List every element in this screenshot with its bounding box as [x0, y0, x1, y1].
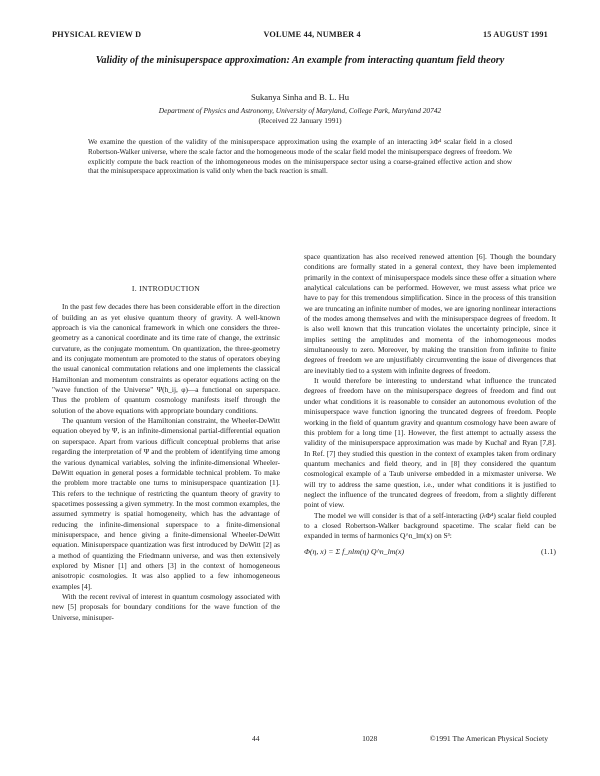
volume-page: 44: [252, 734, 260, 743]
paragraph: The quantum version of the Hamiltonian constraint, the Wheeler-DeWitt equation obeyed by Ψ, is an infinite-dimensional partial-differential equation on superspace. Apart from various difficult conceptual problems that arise regarding the interpretation of Ψ and the problem of identifying time among the various dynamical variables, solving the infinite-dimensional Wheeler-DeWitt equation in general poses a formidable technical problem. To make the problem more tractable one turns to minisuperspace quantization [1]. This refers to the technique of restricting the quantum theory of gravity to spacetimes possessing a given symmetry. In the most common examples, the assumed symmetry is spatial homogeneity, which has the advantage of reducing the infinite-dimensional superspace to a finite-dimensional minisuperspace, and hence giving a finite-dimensional Wheeler-DeWitt equation. Minisuperspace quantization was first introduced by DeWitt [2] as a method of quantizing the Friedmann universe, and was then extensively explored by Misner [1] and others [3] in the context of homogeneous anisotropic cosmologies. It was also applied to a few inhomogeneous examples [4].: [52, 416, 280, 591]
volume-number: VOLUME 44, NUMBER 4: [263, 30, 361, 39]
journal-name: PHYSICAL REVIEW D: [52, 30, 142, 39]
authors: Sukanya Sinha and B. L. Hu: [250, 92, 350, 102]
running-header: [52, 30, 548, 39]
issue-date: 15 AUGUST 1991: [483, 30, 548, 39]
page-footer: [52, 734, 548, 743]
left-column: [52, 252, 280, 623]
page-number: 1028: [362, 734, 378, 743]
abstract: We examine the question of the validity of the minisuperspace approximation using the example of an interacting λΦ⁴ scalar field in a closed Robertson-Walker universe, where the scale factor and the homogeneous mode of the scalar field model the minisuperspace degrees of freedom. We explicitly compute the back reaction of the inhomogeneous modes on the minisuperspace sector using a coarse-grained effective action and show that the minisuperspace approximation is valid only when the back reaction is small.: [88, 138, 512, 176]
equation-number: (1.1): [541, 546, 556, 556]
affiliation: Department of Physics and Astronomy, University of Maryland, College Park, Maryland 20742: [158, 106, 442, 115]
paper-title: Validity of the minisuperspace approximation: An example from interacting quantum field theory: [95, 55, 505, 66]
right-column: [304, 252, 556, 557]
received-date: (Received 22 January 1991): [258, 116, 342, 125]
copyright: ©1991 The American Physical Society: [429, 734, 548, 743]
equation-body: Φ(η, x) = Σ f_nlm(η) Q^n_lm(x): [304, 546, 405, 556]
paragraph: With the recent revival of interest in quantum cosmology associated with new [5] proposals for boundary conditions for the wave function of the Universe, minisuper-: [52, 591, 280, 622]
paragraph: space quantization has also received renewed attention [6]. Though the boundary conditions are formally stated in a general context, they have been implemented primarily in the context of minisuperspace models since these offer a situation where analytical calculations can be performed. However, we must assess what price we have to pay for this tremendous simplification. Since in the process of this transition we are truncating an infinite number of modes, we are ignoring nonlinear interactions of the modes among themselves and with the minisuperspace degrees of freedom. It is also well known that this truncation violates the uncertainty principle, since it implies setting the amplitudes and momenta of the inhomogeneous modes simultaneously to zero. Moreover, by making the transition from infinite to finite degrees of freedom we are unjustifiably circumventing the issue of divergences that are inevitably tied to a system with infinite degrees of freedom.: [304, 252, 556, 375]
paragraph: In the past few decades there has been considerable effort in the direction of building an as yet elusive quantum theory of gravity. A well-known approach is via the canonical framework in which one considers the three-geometry as a canonical coordinate and its time rate of change, the extrinsic curvature, as the conjugate momentum. On quantization, the three-geometry and its conjugate momentum are promoted to the status of operators obeying the usual canonical commutation relations and one implements the classical Hamiltonian and momentum constraints as operator equations acting on the "wave function of the Universe" Ψ(h_ij, φ)—a functional on superspace. Thus the problem of quantum cosmology manifests itself through the solution of the above equations with appropriate boundary conditions.: [52, 302, 280, 415]
equation: [304, 547, 556, 557]
paragraph: It would therefore be interesting to understand what influence the truncated degrees of freedom have on the minisuperspace degrees of freedom and find out under what conditions it is reasonable to consider an autonomous evolution of the minisuperspace wave function ignoring the truncated degrees of freedom. People working in the field of quantum gravity and quantum cosmology have been aware of this problem for a long time [1]. However, the first attempt to actually assess the validity of the minisuperspace approximation was made by Kuchař and Ryan [7,8]. In Ref. [7] they studied this question in the context of examples taken from ordinary quantum mechanics and field theory, and in [8] they considered the quantum cosmological example of a Taub universe embedded in a mixmaster universe. We will try to address the same question, i.e., under what conditions it is justified to neglect the influence of the truncated degrees of freedom, from a slightly different point of view.: [304, 376, 556, 510]
section-heading: I. INTRODUCTION: [131, 284, 201, 293]
paragraph: The model we will consider is that of a self-interacting (λΦ⁴) scalar field coupled to a closed Robertson-Walker background spacetime. The scalar field can be expanded in terms of harmonics Q^n_lm(x) on S³:: [304, 510, 556, 541]
